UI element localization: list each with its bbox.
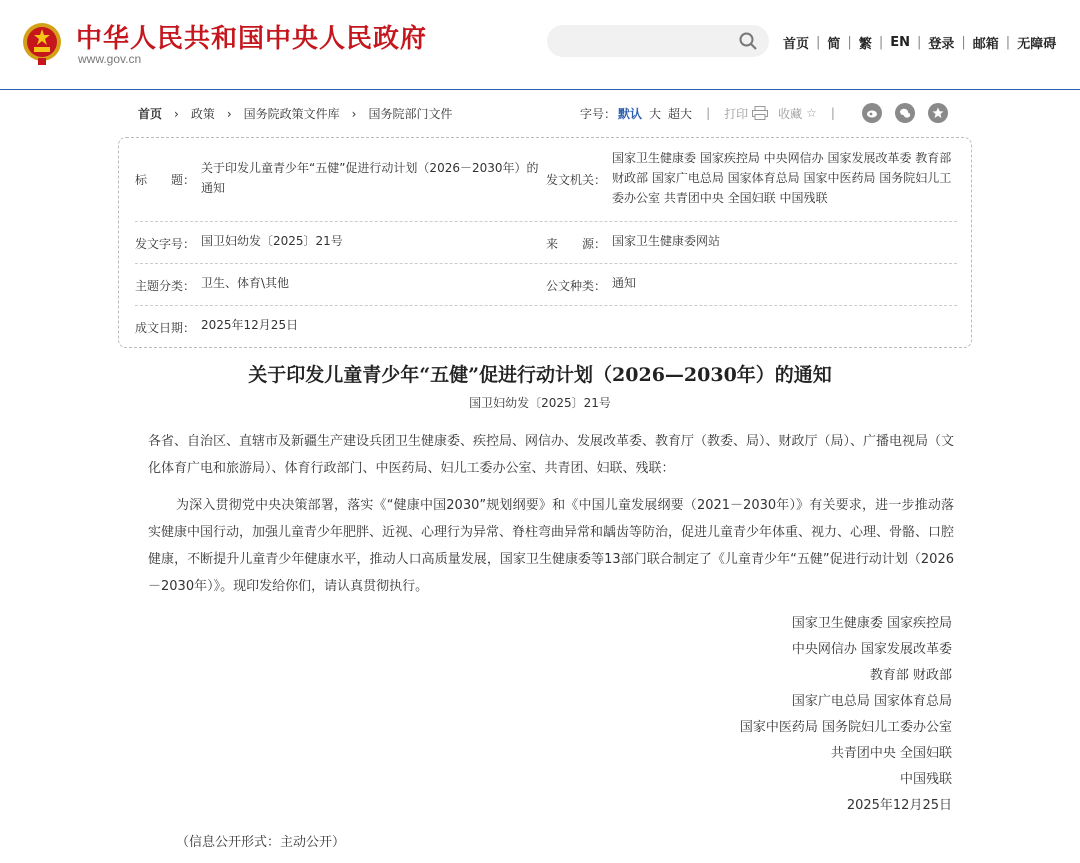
star-icon[interactable]: ☆ bbox=[806, 106, 817, 120]
signer-line: 中国残联 bbox=[899, 772, 952, 787]
source-label: 来 源： bbox=[546, 237, 607, 251]
signer-line: 共青团中央 全国妇联 bbox=[830, 746, 952, 761]
nav-login-link[interactable]: 登录 bbox=[928, 37, 955, 52]
docno-value: 国卫妇幼发〔2025〕21号 bbox=[201, 234, 343, 248]
search-input[interactable] bbox=[547, 25, 769, 57]
font-size-label: 字号： bbox=[580, 106, 617, 121]
nav-traditional-link[interactable]: 繁 bbox=[858, 37, 872, 52]
signer-line: 中央网信办 国家发展改革委 bbox=[791, 642, 952, 657]
nav-simplified-link[interactable]: 简 bbox=[827, 37, 841, 52]
category-value: 卫生、体育\其他 bbox=[201, 276, 290, 290]
nav-separator: | bbox=[816, 35, 821, 50]
signatories bbox=[740, 611, 952, 819]
info-row-docno bbox=[135, 222, 957, 264]
toolbar-divider: | bbox=[830, 106, 835, 120]
nav-separator: | bbox=[916, 35, 922, 50]
breadcrumb-department-docs[interactable]: 国务院部门文件 bbox=[368, 107, 453, 121]
breadcrumb-home[interactable]: 首页 bbox=[138, 107, 163, 121]
breadcrumb bbox=[138, 105, 453, 122]
article-title: 关于印发儿童青少年“五健”促进行动计划（2026—2030年）的通知 bbox=[248, 364, 832, 386]
printer-icon[interactable] bbox=[752, 106, 768, 120]
font-size-default-button[interactable]: 默认 bbox=[618, 106, 643, 121]
top-nav bbox=[783, 33, 1056, 52]
nav-separator: | bbox=[847, 35, 852, 50]
print-button[interactable]: 打印 bbox=[724, 106, 749, 121]
info-row-title bbox=[135, 138, 957, 222]
signing-date: 2025年12月25日 bbox=[846, 798, 952, 813]
chevron-right-icon: › bbox=[351, 106, 357, 121]
date-value: 2025年12月25日 bbox=[201, 318, 299, 332]
body-paragraph: 为深入贯彻党中央决策部署，落实《“健康中国2030”规划纲要》和《中国儿童发展纲要（2021－2030年）》有关要求，进一步推动落实健康中国行动，加强儿童青少年肥胖、近视、心理行为异常、脊柱弯曲异常和龋齿等防治，促进儿童青少年体重、视力、心理、骨骼、口腔健康，不断提升儿童青少年健康水平，推动人口高质量发展，国家卫生健康委等13部门联合制定了《儿童青少年“五健”促进行动计划（2026－2030年）》。现印发给你们，请认真贯彻执行。 bbox=[148, 498, 955, 594]
signer-line: 教育部 财政部 bbox=[869, 668, 952, 683]
site-header bbox=[0, 0, 1080, 90]
disclosure-note: （信息公开形式：主动公开） bbox=[176, 835, 346, 850]
font-size-large-button[interactable]: 大 bbox=[649, 106, 662, 121]
nav-separator: | bbox=[961, 35, 966, 50]
nav-separator: | bbox=[878, 35, 884, 50]
chevron-right-icon: › bbox=[174, 106, 179, 121]
doc-type-value: 通知 bbox=[612, 276, 637, 290]
nav-home-link[interactable]: 首页 bbox=[783, 37, 810, 52]
search-icon[interactable] bbox=[739, 32, 757, 50]
info-row-date bbox=[135, 306, 957, 348]
site-url[interactable]: www.gov.cn bbox=[78, 52, 142, 66]
info-row-category bbox=[135, 264, 957, 306]
recipients-paragraph: 各省、自治区、直辖市及新疆生产建设兵团卫生健康委、疾控局、网信办、发展改革委、教育厅（教委、局）、财政厅（局）、广播电视局（文化体育广电和旅游局）、体育行政部门、中医药局、妇儿工委办公室、共青团、妇联、残联： bbox=[148, 434, 955, 476]
docno-label: 发文字号： bbox=[135, 237, 196, 251]
issuer-label: 发文机关： bbox=[546, 173, 607, 187]
nav-accessibility-link[interactable]: 无障碍 bbox=[1017, 37, 1057, 52]
doc-type-label: 公文种类： bbox=[546, 279, 607, 293]
issuer-value: 国家卫生健康委 国家疾控局 中央网信办 国家发展改革委 教育部 财政部 国家广电总局 国家体育总局 国家中医药局 国务院妇儿工委办公室 共青团中央 全国妇联 中国残联 bbox=[612, 151, 952, 205]
qzone-icon[interactable] bbox=[928, 103, 948, 123]
nav-separator: | bbox=[1005, 35, 1011, 50]
category-label: 主题分类： bbox=[135, 279, 196, 293]
chevron-right-icon: › bbox=[226, 106, 232, 121]
title-label: 标 题： bbox=[135, 173, 196, 187]
breadcrumb-policy[interactable]: 政策 bbox=[190, 107, 215, 121]
toolbar-divider: | bbox=[706, 106, 711, 120]
article-toolbar bbox=[580, 102, 948, 124]
site-title[interactable]: 中华人民共和国中央人民政府 bbox=[76, 24, 428, 54]
title-value: 关于印发儿童青少年“五健”促进行动计划（2026－2030年）的通知 bbox=[201, 161, 539, 195]
breadcrumb-policy-library[interactable]: 国务院政策文件库 bbox=[243, 107, 340, 121]
document-info-table bbox=[118, 137, 972, 348]
wechat-icon[interactable] bbox=[895, 103, 915, 123]
nav-mail-link[interactable]: 邮箱 bbox=[972, 37, 999, 52]
source-value: 国家卫生健康委网站 bbox=[612, 234, 721, 248]
national-emblem-icon[interactable] bbox=[21, 20, 63, 66]
favorite-button[interactable]: 收藏 bbox=[778, 106, 803, 121]
weibo-icon[interactable] bbox=[862, 103, 882, 123]
font-size-xlarge-button[interactable]: 超大 bbox=[668, 106, 693, 121]
nav-english-link[interactable]: EN bbox=[890, 35, 910, 50]
signer-line: 国家广电总局 国家体育总局 bbox=[791, 694, 952, 709]
article-doc-number: 国卫妇幼发〔2025〕21号 bbox=[469, 396, 611, 410]
signer-line: 国家中医药局 国务院妇儿工委办公室 bbox=[739, 720, 952, 735]
signer-line: 国家卫生健康委 国家疾控局 bbox=[791, 616, 952, 631]
date-label: 成文日期： bbox=[135, 321, 196, 335]
